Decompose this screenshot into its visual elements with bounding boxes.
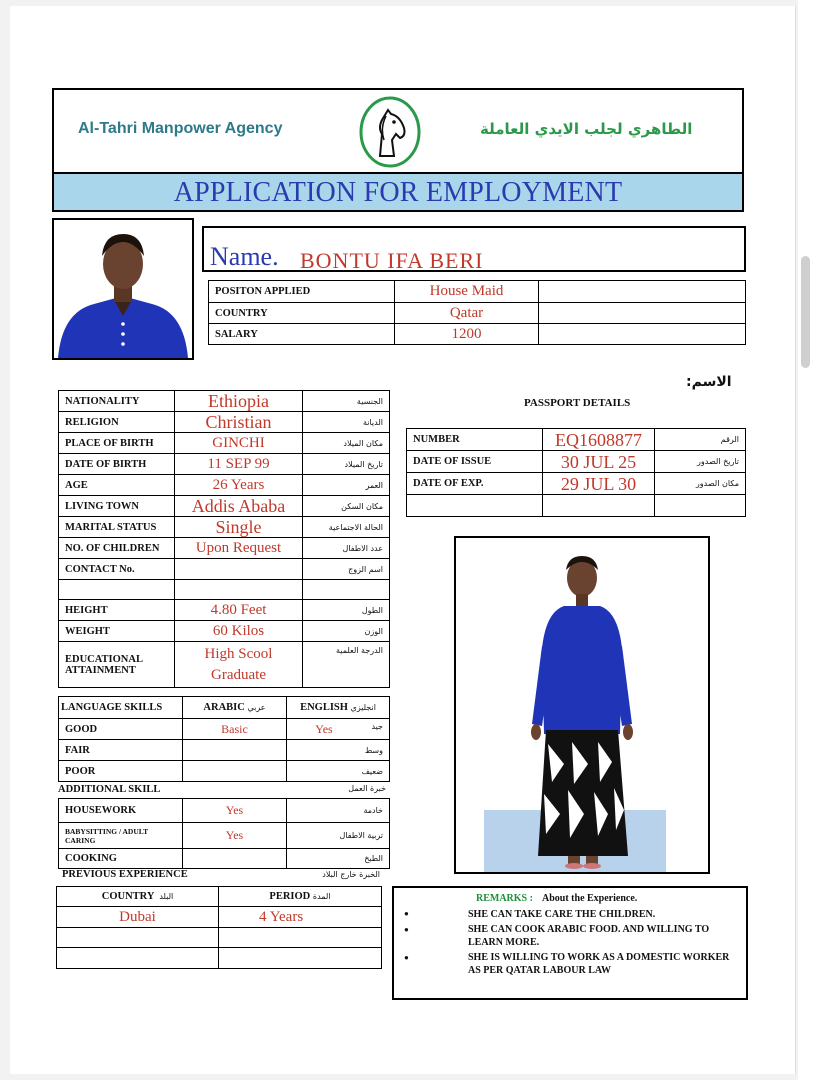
name-box	[202, 226, 746, 272]
passport-number-value: EQ1608877	[543, 429, 655, 451]
cooking-label-ar: الطبخ	[287, 849, 390, 869]
cooking-value	[183, 849, 287, 869]
expiry-date-label-ar: مكان الصدور	[655, 473, 746, 495]
marital-status-label: MARITAL STATUS	[59, 517, 175, 538]
children-label-ar: عدد الاطفال	[303, 538, 390, 559]
previous-experience-title: PREVIOUS EXPERIENCE	[62, 869, 188, 880]
children-value: Upon Request	[175, 538, 303, 559]
remark-item: SHE IS WILLING TO WORK AS A DOMESTIC WORKER AS PER QATAR LABOUR LAW	[468, 952, 730, 976]
babysitting-label	[59, 823, 183, 849]
marital-status-value: Single	[175, 517, 303, 538]
table-row	[59, 761, 390, 782]
table-row	[209, 281, 746, 303]
table-row	[209, 324, 746, 345]
nationality-label: NATIONALITY	[59, 391, 175, 412]
applicant-portrait-photo	[52, 218, 194, 360]
babysitting-label-ar: تربية الاطفال	[287, 823, 390, 849]
position-label: POSITON APPLIED	[209, 281, 395, 303]
table-row	[57, 887, 382, 907]
name-label: Name.	[210, 242, 279, 271]
living-town-label: LIVING TOWN	[59, 496, 175, 517]
additional-skill-title: ADDITIONAL SKILL	[58, 784, 161, 795]
table-row	[59, 621, 390, 642]
table-row	[59, 391, 390, 412]
additional-skill-title-ar: خبرة العمل	[348, 784, 386, 793]
language-skills-table	[58, 696, 390, 782]
experience-country-value	[57, 928, 219, 948]
height-label: HEIGHT	[59, 600, 175, 621]
applicant-name: BONTU IFA BERI	[300, 248, 484, 273]
scrollbar-thumb[interactable]	[801, 256, 810, 368]
marital-status-label-ar: الحالة الاجتماعية	[303, 517, 390, 538]
period-header	[219, 887, 382, 907]
expiry-date-value: 29 JUL 30	[543, 473, 655, 495]
good-english-value: Yes	[315, 721, 333, 736]
table-row	[59, 823, 390, 849]
experience-period-value: 4 Years	[219, 907, 382, 928]
bullet-icon: ●	[404, 909, 409, 918]
table-row	[59, 719, 390, 740]
babysitting-label-line1: BABYSITTING / ADULT	[65, 826, 149, 836]
date-of-birth-label: DATE OF BIRTH	[59, 454, 175, 475]
position-table	[208, 280, 746, 345]
table-row	[59, 412, 390, 433]
table-row	[59, 642, 390, 688]
position-value: House Maid	[395, 281, 539, 303]
additional-skills-table	[58, 798, 390, 869]
salary-label: SALARY	[209, 324, 395, 345]
weight-label-ar: الوزن	[303, 621, 390, 642]
table-row	[59, 538, 390, 559]
religion-value: Christian	[175, 412, 303, 433]
poor-label: POOR	[59, 761, 183, 782]
table-row	[209, 303, 746, 324]
remarks-subtitle: About the Experience.	[542, 893, 638, 904]
weight-value: 60 Kilos	[175, 621, 303, 642]
previous-experience-title-ar: الخبرة خارج البلاد	[322, 870, 380, 879]
religion-label: RELIGION	[59, 412, 175, 433]
english-header	[287, 697, 390, 719]
issue-date-label-ar: تاريخ الصدور	[655, 451, 746, 473]
passport-title: PASSPORT DETAILS	[524, 397, 631, 409]
remark-item: SHE CAN TAKE CARE THE CHILDREN.	[468, 909, 656, 920]
language-skills-title: LANGUAGE SKILLS	[59, 697, 183, 719]
remark-item: SHE CAN COOK ARABIC FOOD. AND WILLING TO LEARN MORE.	[468, 924, 710, 948]
education-value	[175, 642, 303, 688]
contact-value	[175, 559, 303, 580]
place-of-birth-label-ar: مكان الميلاد	[303, 433, 390, 454]
education-value-line2: Graduate	[211, 666, 266, 683]
good-arabic-value: Basic	[183, 719, 287, 740]
period-header-ar: المدة	[312, 892, 331, 901]
housework-label: HOUSEWORK	[59, 799, 183, 823]
table-row	[59, 454, 390, 475]
empty-cell	[539, 281, 746, 303]
contact-label-ar: اسم الزوج	[303, 559, 390, 580]
previous-experience-table	[56, 886, 382, 969]
bullet-icon: ●	[404, 925, 409, 934]
housework-value: Yes	[183, 799, 287, 823]
education-label: EDUCATIONAL ATTAINMENT	[59, 642, 175, 688]
fair-label: FAIR	[59, 740, 183, 761]
table-row	[59, 433, 390, 454]
experience-period-value	[219, 928, 382, 948]
table-row	[59, 559, 390, 580]
table-row	[59, 517, 390, 538]
housework-label-ar: خادمة	[287, 799, 390, 823]
empty-cell	[539, 324, 746, 345]
arabic-header	[183, 697, 287, 719]
english-header-en: ENGLISH	[300, 702, 348, 713]
empty-cell	[539, 303, 746, 324]
remarks-label: REMARKS :	[476, 893, 533, 904]
table-row	[59, 600, 390, 621]
table-row	[59, 740, 390, 761]
country-value: Qatar	[395, 303, 539, 324]
fair-arabic-value	[183, 740, 287, 761]
table-row	[59, 849, 390, 869]
table-row	[59, 475, 390, 496]
english-header-ar: انجليزي	[350, 703, 376, 712]
children-label: NO. OF CHILDREN	[59, 538, 175, 559]
table-row	[407, 473, 746, 495]
contact-label: CONTACT No.	[59, 559, 175, 580]
table-row	[57, 948, 382, 969]
age-value: 26 Years	[175, 475, 303, 496]
name-arabic-label: الاسم:	[686, 374, 732, 390]
babysitting-label-line2: CARING	[65, 835, 96, 845]
table-row	[407, 495, 746, 517]
table-row	[59, 496, 390, 517]
place-of-birth-value: GINCHI	[175, 433, 303, 454]
poor-arabic-value	[183, 761, 287, 782]
table-row	[407, 429, 746, 451]
passport-number-label-ar: الرقم	[655, 429, 746, 451]
arabic-header-ar: عربي	[247, 703, 266, 712]
personal-details-table	[58, 390, 390, 688]
height-value: 4.80 Feet	[175, 600, 303, 621]
passport-table	[406, 428, 746, 517]
good-label-ar: جيد	[371, 721, 383, 731]
fair-label-ar: وسط	[287, 740, 390, 761]
country-header	[57, 887, 219, 907]
age-label: AGE	[59, 475, 175, 496]
education-value-line1: High Scool	[204, 645, 273, 662]
living-town-value: Addis Ababa	[175, 496, 303, 517]
period-header-en: PERIOD	[269, 891, 311, 902]
country-header-en: COUNTRY	[101, 891, 155, 902]
vertical-scrollbar[interactable]	[798, 0, 814, 1080]
living-town-label-ar: مكان السكن	[303, 496, 390, 517]
table-row	[407, 451, 746, 473]
age-label-ar: العمر	[303, 475, 390, 496]
horse-head-logo-icon	[358, 94, 422, 170]
weight-label: WEIGHT	[59, 621, 175, 642]
table-row	[57, 907, 382, 928]
expiry-date-label: DATE OF EXP.	[407, 473, 543, 495]
issue-date-label: DATE OF ISSUE	[407, 451, 543, 473]
agency-name-en: Al-Tahri Manpower Agency	[78, 120, 283, 137]
applicant-full-body-photo	[454, 536, 710, 874]
country-label: COUNTRY	[209, 303, 395, 324]
experience-country-value: Dubai	[57, 907, 219, 928]
education-label-ar: الدرجة العلمية	[303, 642, 390, 688]
table-row	[57, 928, 382, 948]
date-of-birth-label-ar: تاريخ الميلاد	[303, 454, 390, 475]
cooking-label: COOKING	[59, 849, 183, 869]
religion-label-ar: الديانة	[303, 412, 390, 433]
country-header-ar: البلد	[159, 892, 174, 901]
bullet-icon: ●	[404, 953, 409, 962]
good-english-cell	[287, 719, 390, 740]
table-row	[59, 799, 390, 823]
nationality-label-ar: الجنسية	[303, 391, 390, 412]
salary-value: 1200	[395, 324, 539, 345]
agency-name-ar: الطاهري لجلب الايدي العاملة	[480, 120, 693, 138]
agency-banner	[54, 90, 742, 174]
good-label: GOOD	[59, 719, 183, 740]
place-of-birth-label: PLACE OF BIRTH	[59, 433, 175, 454]
height-label-ar: الطول	[303, 600, 390, 621]
form-title: APPLICATION FOR EMPLOYMENT	[54, 174, 742, 210]
date-of-birth-value: 11 SEP 99	[175, 454, 303, 475]
issue-date-value: 30 JUL 25	[543, 451, 655, 473]
arabic-header-en: ARABIC	[203, 702, 245, 713]
passport-number-label: NUMBER	[407, 429, 543, 451]
babysitting-value: Yes	[183, 823, 287, 849]
header-box	[52, 88, 744, 212]
nationality-value: Ethiopia	[175, 391, 303, 412]
table-row	[59, 580, 390, 600]
table-row	[59, 697, 390, 719]
poor-label-ar: ضعيف	[287, 761, 390, 782]
